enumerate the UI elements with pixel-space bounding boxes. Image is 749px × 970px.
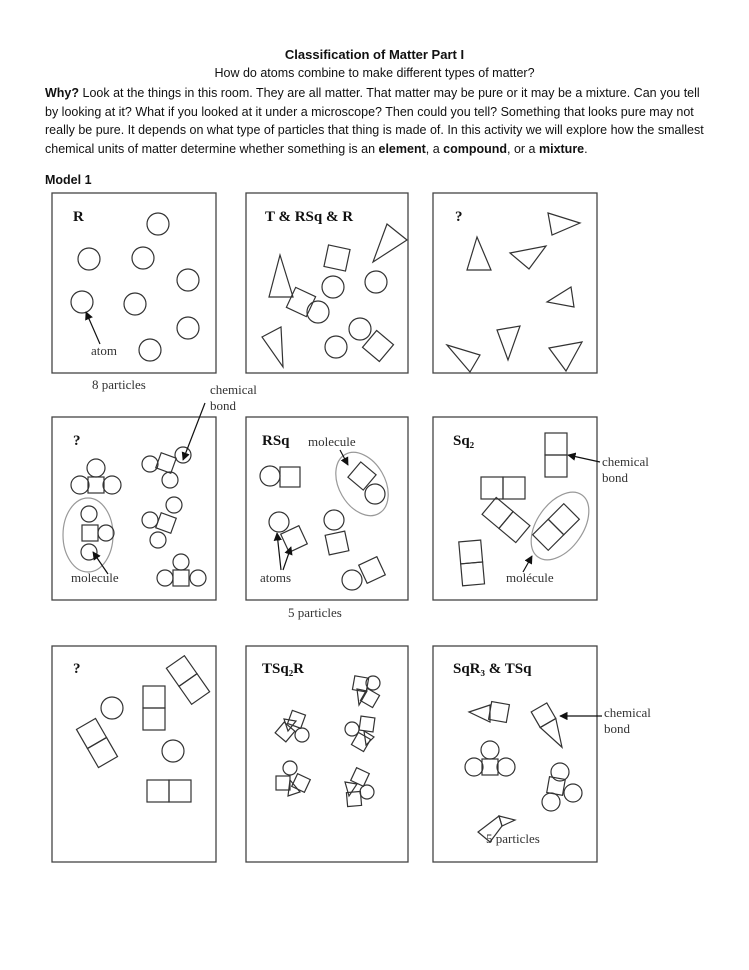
panel-6-label: Sq₂: [453, 433, 475, 449]
panel-3-label: ?: [455, 209, 463, 225]
annotation-line: chemical: [602, 454, 649, 469]
annotation-line: bond: [602, 470, 628, 485]
intro-text: Look at the things in this room. They are all matter. That matter may be pure or it may be a mixture. Can you tell by looking at it? What if you looked at it under a microscope? Then could you tell? Something that looks pure may not really be pure. It depends on what type of particles that thing is made of. In this activity we will explore how the smallest chemical units of matter determine whether something is an: [45, 86, 704, 156]
panel-7-particles: [76, 656, 209, 802]
chemical-bond-annotation-3: [604, 705, 651, 737]
model-label: Model 1: [45, 173, 92, 187]
panel-7-box: [52, 646, 216, 862]
panel-9-label: SqR₃ & TSq: [453, 661, 532, 677]
molecule-annotation-top: molecule: [308, 434, 356, 449]
panel-5-label: RSq: [262, 433, 290, 449]
chemical-bond-annotation-2: [602, 454, 649, 486]
panel-3-triangles: [447, 213, 582, 372]
intro-text: .: [584, 141, 588, 156]
panel-2-label: T & RSq & R: [265, 209, 354, 225]
panel-8-molecules: [275, 676, 380, 807]
annotation-line: bond: [210, 398, 236, 413]
panel-9-box: [433, 646, 597, 862]
panel-8-label: TSq₂R: [262, 661, 305, 677]
panel-1-atoms: [71, 213, 199, 361]
intro-text: , or a: [507, 141, 539, 156]
page-title: Classification of Matter Part I: [284, 47, 465, 62]
panel-7-label: ?: [73, 661, 81, 677]
annotation-line: bond: [604, 721, 630, 736]
panel-4-molecules: [63, 403, 206, 586]
molecule-annotation: molecule: [71, 570, 119, 585]
panel-5-molecules: [260, 443, 399, 590]
atoms-annotation: atoms: [260, 570, 292, 585]
chemical-bond-annotation-1: [210, 382, 257, 414]
panel-5-note: 5 particles: [288, 605, 342, 620]
panel-1-label: R: [73, 209, 84, 225]
panel-6-molecules: [459, 433, 601, 586]
panel-9-note: 5 particles: [486, 831, 540, 846]
molecule-annotation-2: molécule: [506, 570, 554, 585]
panel-2-particles: [262, 224, 407, 367]
atom-arrow: [86, 312, 100, 344]
atom-annotation: atom: [91, 343, 117, 358]
why-label: Why?: [45, 86, 80, 100]
panel-4-label: ?: [73, 433, 81, 449]
term-mixture: mixture: [538, 141, 585, 156]
subtitle: How do atoms combine to make different types of matter?: [214, 66, 535, 80]
intro-text: , a: [425, 141, 444, 156]
term-element: element: [378, 141, 426, 156]
panel-1-note: 8 particles: [92, 377, 146, 392]
panel-8-box: [246, 646, 408, 862]
term-compound: compound: [443, 141, 508, 156]
panel-9-molecules: [465, 702, 602, 842]
annotation-line: chemical: [604, 705, 651, 720]
chemical-bond-arrow: [183, 403, 205, 460]
annotation-line: chemical: [210, 382, 257, 397]
